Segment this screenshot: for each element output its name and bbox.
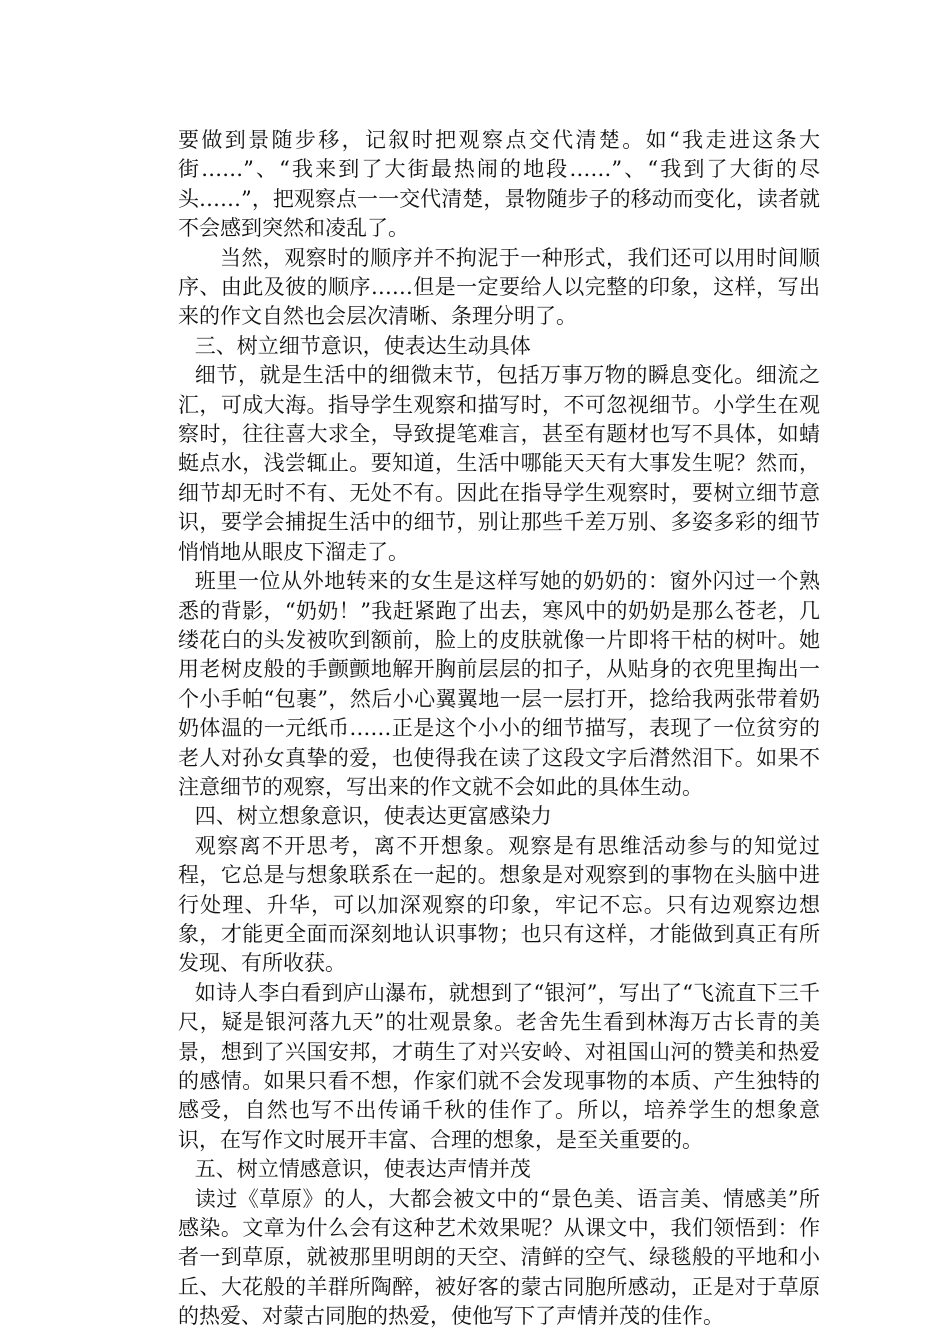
section-heading-5: 五、树立情感意识，使表达声情并茂 — [194, 1157, 531, 1182]
paragraph-grandmother-example: 班里一位从外地转来的女生是这样写她的奶奶的：窗外闪过一个熟悉的背影，“奶奶！”我赶紧跑了出去，寒风中的奶奶是那么苍老，几缕花白的头发被吹到额前，脸上的皮肤就像一片即将干枯的树叶。她用老树皮般的手颤颤地解开胸前层层的扣子，从贴身的衣兜里掏出一个小手帕“包裹”，然后小心翼翼地一层一层打开，捻给我两张带着奶奶体温的一元纸币……正是这个小小的细节描写，表现了一位贫穷的老人对孙女真挚的爱，也使得我在读了这段文字后潸然泪下。如果不注意细节的观察，写出来的作文就不会如此的具体生动。 — [178, 569, 820, 799]
paragraph-observation-order: 当然，观察时的顺序并不拘泥于一种形式，我们还可以用时间顺序、由此及彼的顺序……但是一定要给人以完整的印象，这样，写出来的作文自然也会层次清晰、条理分明了。 — [178, 245, 820, 329]
document-body — [178, 126, 820, 1332]
paragraph-detail-awareness: 细节，就是生活中的细微末节，包括万事万物的瞬息变化。细流之汇，可成大海。指导学生观察和描写时，不可忽视细节。小学生在观察时，往往喜大求全，导致提笔难言，甚至有题材也写不具体，如蜻蜓点水，浅尝辄止。要知道，生活中哪能天天有大事发生呢？然而，细节却无时不有、无处不有。因此在指导学生观察时，要树立细节意识，要学会捕捉生活中的细节，别让那些千差万别、多姿多彩的细节悄悄地从眼皮下溜走了。 — [178, 363, 820, 564]
paragraph-li-bai-example: 如诗人李白看到庐山瀑布，就想到了“银河”，写出了“飞流直下三千尺，疑是银河落九天”的壮观景象。老舍先生看到林海万古长青的美景，想到了兴国安邦，才萌生了对兴安岭、对祖国山河的赞美和热爱的感情。如果只看不想，作家们就不会发现事物的本质、产生独特的感受，自然也写不出传诵千秋的佳作了。所以，培养学生的想象意识，在写作文时展开丰富、合理的想象，是至关重要的。 — [178, 980, 820, 1152]
paragraph-observation-points: 要做到景随步移，记叙时把观察点交代清楚。如“我走进这条大街……”、“我来到了大街最热闹的地段……”、“我到了大街的尽头……”，把观察点一一交代清楚，景物随步子的移动而变化，读者就不会感到突然和凌乱了。 — [178, 128, 820, 241]
paragraph-imagination: 观察离不开思考，离不开想象。观察是有思维活动参与的知觉过程，它总是与想象联系在一起的。想象是对观察到的事物在头脑中进行处理、升华，可以加深观察的印象，牢记不忘。只有边观察边想象，才能更全面而深刻地认识事物；也只有这样，才能做到真正有所发现、有所收获。 — [178, 833, 820, 976]
section-heading-4: 四、树立想象意识，使表达更富感染力 — [194, 804, 552, 829]
paragraph-grassland-example: 读过《草原》的人，大都会被文中的“景色美、语言美、情感美”所感染。文章为什么会有这种艺术效果呢？从课文中，我们领悟到：作者一到草原，就被那里明朗的天空、清鲜的空气、绿毯般的平地和小丘、大花般的羊群所陶醉，被好客的蒙古同胞所感动，正是对于草原的热爱、对蒙古同胞的热爱，使他写下了声情并茂的佳作。 — [178, 1186, 820, 1329]
section-heading-3: 三、树立细节意识，使表达生动具体 — [194, 333, 531, 358]
